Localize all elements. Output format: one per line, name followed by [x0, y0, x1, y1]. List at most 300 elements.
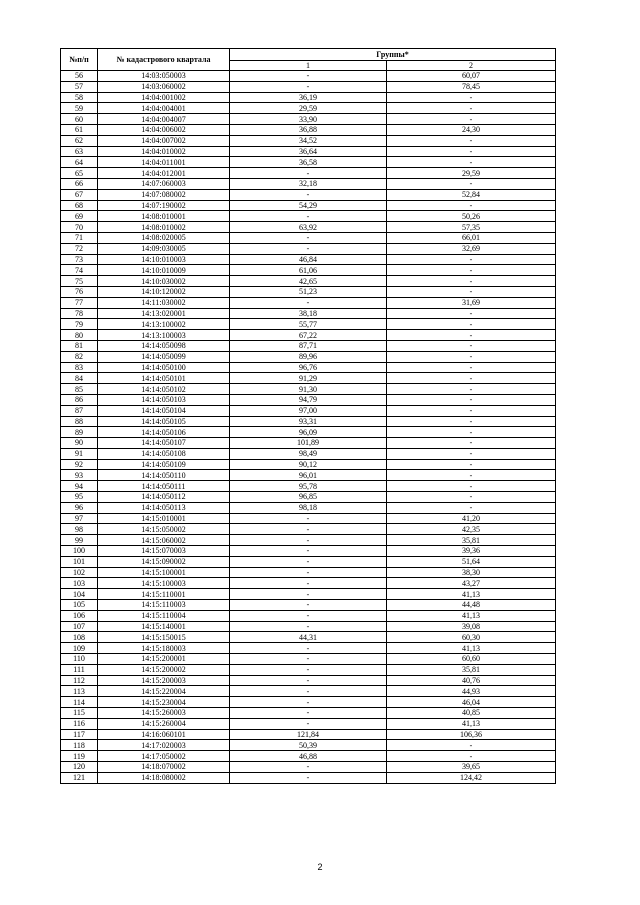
- group-2-value-cell: -: [387, 502, 556, 513]
- cadastral-number-cell: 14:15:070003: [98, 546, 230, 557]
- cadastral-number-cell: 14:04:010002: [98, 146, 230, 157]
- row-number-cell: 107: [61, 621, 98, 632]
- table-row: [61, 200, 556, 211]
- row-number-cell: 64: [61, 157, 98, 168]
- row-number-cell: 57: [61, 81, 98, 92]
- group-2-value-cell: -: [387, 265, 556, 276]
- group-1-value-cell: -: [230, 708, 387, 719]
- table-row: [61, 297, 556, 308]
- row-number-cell: 103: [61, 578, 98, 589]
- table-row: [61, 502, 556, 513]
- cadastral-number-cell: 14:04:006002: [98, 124, 230, 135]
- cadastral-number-cell: 14:03:050003: [98, 71, 230, 82]
- group-2-value-cell: 50,26: [387, 211, 556, 222]
- group-1-value-cell: -: [230, 578, 387, 589]
- table-row: [61, 675, 556, 686]
- row-number-cell: 69: [61, 211, 98, 222]
- table-row: [61, 351, 556, 362]
- group-2-value-cell: 41,13: [387, 589, 556, 600]
- row-number-cell: 84: [61, 373, 98, 384]
- cadastral-number-cell: 14:08:010002: [98, 222, 230, 233]
- table-row: [61, 567, 556, 578]
- row-number-cell: 85: [61, 384, 98, 395]
- group-1-value-cell: -: [230, 546, 387, 557]
- row-number-cell: 99: [61, 535, 98, 546]
- group-1-value-cell: 94,79: [230, 394, 387, 405]
- table-row: [61, 405, 556, 416]
- group-2-value-cell: 40,85: [387, 708, 556, 719]
- row-number-cell: 106: [61, 610, 98, 621]
- row-number-cell: 109: [61, 643, 98, 654]
- group-1-value-cell: 36,19: [230, 92, 387, 103]
- cadastral-number-cell: 14:13:100002: [98, 319, 230, 330]
- row-number-cell: 108: [61, 632, 98, 643]
- group-1-value-cell: 34,52: [230, 135, 387, 146]
- row-number-cell: 74: [61, 265, 98, 276]
- cadastral-number-cell: 14:14:050107: [98, 438, 230, 449]
- table-row: [61, 470, 556, 481]
- cadastral-number-cell: 14:14:050099: [98, 351, 230, 362]
- group-1-value-cell: -: [230, 718, 387, 729]
- group-2-value-cell: -: [387, 157, 556, 168]
- group-2-value-cell: 78,45: [387, 81, 556, 92]
- cadastral-number-cell: 14:11:030002: [98, 297, 230, 308]
- row-number-cell: 86: [61, 394, 98, 405]
- table-row: [61, 535, 556, 546]
- group-1-value-cell: -: [230, 686, 387, 697]
- group-2-value-cell: -: [387, 492, 556, 503]
- group-1-value-cell: 121,84: [230, 729, 387, 740]
- cadastral-number-cell: 14:17:020003: [98, 740, 230, 751]
- row-number-cell: 111: [61, 664, 98, 675]
- group-1-value-cell: -: [230, 211, 387, 222]
- row-number-cell: 58: [61, 92, 98, 103]
- row-number-cell: 98: [61, 524, 98, 535]
- table-row: [61, 427, 556, 438]
- table-row: [61, 157, 556, 168]
- group-2-value-cell: 44,93: [387, 686, 556, 697]
- group-2-value-cell: -: [387, 330, 556, 341]
- cadastral-number-cell: 14:14:050100: [98, 362, 230, 373]
- group-2-value-cell: 38,30: [387, 567, 556, 578]
- cadastral-number-cell: 14:15:050002: [98, 524, 230, 535]
- table-row: [61, 340, 556, 351]
- group-1-value-cell: -: [230, 654, 387, 665]
- cadastral-number-cell: 14:14:050113: [98, 502, 230, 513]
- cadastral-number-cell: 14:14:050109: [98, 459, 230, 470]
- table-row: [61, 697, 556, 708]
- header-groups: Группы*: [230, 49, 556, 61]
- group-1-value-cell: -: [230, 297, 387, 308]
- table-row: [61, 513, 556, 524]
- cadastral-number-cell: 14:04:012001: [98, 168, 230, 179]
- row-number-cell: 72: [61, 243, 98, 254]
- row-number-cell: 94: [61, 481, 98, 492]
- document-page: [60, 48, 555, 784]
- group-2-value-cell: 124,42: [387, 772, 556, 783]
- table-row: [61, 448, 556, 459]
- group-1-value-cell: 96,85: [230, 492, 387, 503]
- cadastral-number-cell: 14:04:011001: [98, 157, 230, 168]
- group-2-value-cell: 46,04: [387, 697, 556, 708]
- table-row: [61, 211, 556, 222]
- row-number-cell: 113: [61, 686, 98, 697]
- group-2-value-cell: 41,13: [387, 718, 556, 729]
- group-2-value-cell: -: [387, 92, 556, 103]
- group-1-value-cell: -: [230, 664, 387, 675]
- group-2-value-cell: 41,20: [387, 513, 556, 524]
- group-1-value-cell: 90,12: [230, 459, 387, 470]
- group-2-value-cell: -: [387, 319, 556, 330]
- group-2-value-cell: 66,01: [387, 232, 556, 243]
- group-1-value-cell: -: [230, 697, 387, 708]
- group-2-value-cell: -: [387, 178, 556, 189]
- cadastral-number-cell: 14:14:050108: [98, 448, 230, 459]
- cadastral-number-cell: 14:14:050112: [98, 492, 230, 503]
- table-row: [61, 135, 556, 146]
- row-number-cell: 95: [61, 492, 98, 503]
- table-row: [61, 362, 556, 373]
- group-2-value-cell: 60,60: [387, 654, 556, 665]
- cadastral-number-cell: 14:10:010009: [98, 265, 230, 276]
- header-group-2: 2: [387, 61, 556, 71]
- table-row: [61, 71, 556, 82]
- cadastral-number-cell: 14:13:020001: [98, 308, 230, 319]
- table-row: [61, 762, 556, 773]
- table-row: [61, 729, 556, 740]
- header-group-1: 1: [230, 61, 387, 71]
- group-1-value-cell: 96,01: [230, 470, 387, 481]
- table-row: [61, 168, 556, 179]
- group-1-value-cell: -: [230, 556, 387, 567]
- group-2-value-cell: 44,48: [387, 600, 556, 611]
- cadastral-number-cell: 14:07:190002: [98, 200, 230, 211]
- group-2-value-cell: -: [387, 146, 556, 157]
- table-row: [61, 92, 556, 103]
- group-1-value-cell: 54,29: [230, 200, 387, 211]
- cadastral-number-cell: 14:14:050110: [98, 470, 230, 481]
- table-row: [61, 621, 556, 632]
- cadastral-number-cell: 14:07:080002: [98, 189, 230, 200]
- group-1-value-cell: 91,29: [230, 373, 387, 384]
- table-row: [61, 524, 556, 535]
- group-2-value-cell: -: [387, 438, 556, 449]
- cadastral-number-cell: 14:15:220004: [98, 686, 230, 697]
- table-row: [61, 708, 556, 719]
- group-2-value-cell: 41,13: [387, 643, 556, 654]
- cadastral-number-cell: 14:14:050106: [98, 427, 230, 438]
- group-1-value-cell: 33,90: [230, 114, 387, 125]
- row-number-cell: 77: [61, 297, 98, 308]
- group-1-value-cell: 55,77: [230, 319, 387, 330]
- row-number-cell: 61: [61, 124, 98, 135]
- row-number-cell: 100: [61, 546, 98, 557]
- table-row: [61, 124, 556, 135]
- cadastral-number-cell: 14:18:070002: [98, 762, 230, 773]
- group-2-value-cell: 40,76: [387, 675, 556, 686]
- cadastral-number-cell: 14:03:060002: [98, 81, 230, 92]
- table-row: [61, 254, 556, 265]
- group-2-value-cell: 24,30: [387, 124, 556, 135]
- group-2-value-cell: 106,36: [387, 729, 556, 740]
- cadastral-number-cell: 14:08:020005: [98, 232, 230, 243]
- cadastral-number-cell: 14:15:100003: [98, 578, 230, 589]
- group-2-value-cell: -: [387, 416, 556, 427]
- group-2-value-cell: -: [387, 751, 556, 762]
- table-body: [61, 71, 556, 784]
- group-2-value-cell: -: [387, 384, 556, 395]
- group-2-value-cell: -: [387, 308, 556, 319]
- row-number-cell: 104: [61, 589, 98, 600]
- group-2-value-cell: 42,35: [387, 524, 556, 535]
- table-row: [61, 178, 556, 189]
- group-1-value-cell: -: [230, 243, 387, 254]
- row-number-cell: 121: [61, 772, 98, 783]
- row-number-cell: 67: [61, 189, 98, 200]
- cadastral-number-cell: 14:15:110004: [98, 610, 230, 621]
- row-number-cell: 92: [61, 459, 98, 470]
- group-2-value-cell: 35,81: [387, 535, 556, 546]
- cadastral-number-cell: 14:07:060003: [98, 178, 230, 189]
- row-number-cell: 70: [61, 222, 98, 233]
- row-number-cell: 117: [61, 729, 98, 740]
- row-number-cell: 91: [61, 448, 98, 459]
- cadastral-number-cell: 14:15:260004: [98, 718, 230, 729]
- group-1-value-cell: -: [230, 189, 387, 200]
- row-number-cell: 83: [61, 362, 98, 373]
- table-row: [61, 438, 556, 449]
- cadastral-number-cell: 14:18:080002: [98, 772, 230, 783]
- row-number-cell: 120: [61, 762, 98, 773]
- group-2-value-cell: -: [387, 362, 556, 373]
- table-row: [61, 556, 556, 567]
- cadastral-number-cell: 14:04:004001: [98, 103, 230, 114]
- group-1-value-cell: 67,22: [230, 330, 387, 341]
- table-row: [61, 394, 556, 405]
- group-2-value-cell: 35,81: [387, 664, 556, 675]
- row-number-cell: 97: [61, 513, 98, 524]
- group-1-value-cell: -: [230, 600, 387, 611]
- cadastral-number-cell: 14:15:230004: [98, 697, 230, 708]
- row-number-cell: 66: [61, 178, 98, 189]
- cadastral-number-cell: 14:15:150015: [98, 632, 230, 643]
- table-row: [61, 232, 556, 243]
- table-row: [61, 384, 556, 395]
- group-1-value-cell: 61,06: [230, 265, 387, 276]
- cadastral-number-cell: 14:15:200001: [98, 654, 230, 665]
- row-number-cell: 112: [61, 675, 98, 686]
- group-1-value-cell: -: [230, 81, 387, 92]
- row-number-cell: 105: [61, 600, 98, 611]
- table-row: [61, 718, 556, 729]
- cadastral-number-cell: 14:14:050102: [98, 384, 230, 395]
- cadastral-number-cell: 14:14:050098: [98, 340, 230, 351]
- table-row: [61, 686, 556, 697]
- row-number-cell: 68: [61, 200, 98, 211]
- group-2-value-cell: 51,64: [387, 556, 556, 567]
- group-1-value-cell: 87,71: [230, 340, 387, 351]
- group-2-value-cell: -: [387, 459, 556, 470]
- group-1-value-cell: 51,23: [230, 286, 387, 297]
- page-number: 2: [317, 862, 323, 872]
- group-2-value-cell: 57,35: [387, 222, 556, 233]
- table-row: [61, 772, 556, 783]
- group-2-value-cell: -: [387, 200, 556, 211]
- cadastral-number-cell: 14:15:200003: [98, 675, 230, 686]
- group-1-value-cell: -: [230, 589, 387, 600]
- group-1-value-cell: 42,65: [230, 276, 387, 287]
- table-header: [61, 49, 556, 71]
- cadastral-number-cell: 14:04:001002: [98, 92, 230, 103]
- group-1-value-cell: -: [230, 71, 387, 82]
- row-number-cell: 96: [61, 502, 98, 513]
- group-1-value-cell: -: [230, 762, 387, 773]
- group-2-value-cell: -: [387, 286, 556, 297]
- row-number-cell: 65: [61, 168, 98, 179]
- row-number-cell: 87: [61, 405, 98, 416]
- row-number-cell: 78: [61, 308, 98, 319]
- row-number-cell: 63: [61, 146, 98, 157]
- group-1-value-cell: 97,00: [230, 405, 387, 416]
- cadastral-number-cell: 14:13:100003: [98, 330, 230, 341]
- table-row: [61, 103, 556, 114]
- table-row: [61, 546, 556, 557]
- row-number-cell: 80: [61, 330, 98, 341]
- table-row: [61, 146, 556, 157]
- group-2-value-cell: -: [387, 114, 556, 125]
- row-number-cell: 93: [61, 470, 98, 481]
- cadastral-number-cell: 14:09:030005: [98, 243, 230, 254]
- group-2-value-cell: -: [387, 103, 556, 114]
- group-1-value-cell: -: [230, 621, 387, 632]
- group-2-value-cell: -: [387, 351, 556, 362]
- cadastral-number-cell: 14:04:004007: [98, 114, 230, 125]
- table-row: [61, 589, 556, 600]
- row-number-cell: 73: [61, 254, 98, 265]
- row-number-cell: 82: [61, 351, 98, 362]
- table-row: [61, 632, 556, 643]
- group-2-value-cell: 39,36: [387, 546, 556, 557]
- group-1-value-cell: -: [230, 772, 387, 783]
- table-row: [61, 308, 556, 319]
- table-row: [61, 492, 556, 503]
- group-2-value-cell: 41,13: [387, 610, 556, 621]
- cadastral-number-cell: 14:15:010001: [98, 513, 230, 524]
- row-number-cell: 119: [61, 751, 98, 762]
- group-2-value-cell: 52,84: [387, 189, 556, 200]
- table-row: [61, 265, 556, 276]
- group-2-value-cell: -: [387, 405, 556, 416]
- table-row: [61, 610, 556, 621]
- table-row: [61, 222, 556, 233]
- group-2-value-cell: 32,69: [387, 243, 556, 254]
- group-1-value-cell: 46,88: [230, 751, 387, 762]
- cadastral-number-cell: 14:15:100001: [98, 567, 230, 578]
- group-2-value-cell: -: [387, 427, 556, 438]
- table-row: [61, 114, 556, 125]
- row-number-cell: 79: [61, 319, 98, 330]
- group-1-value-cell: 29,59: [230, 103, 387, 114]
- row-number-cell: 90: [61, 438, 98, 449]
- table-row: [61, 459, 556, 470]
- row-number-cell: 110: [61, 654, 98, 665]
- group-1-value-cell: 36,88: [230, 124, 387, 135]
- group-1-value-cell: -: [230, 168, 387, 179]
- group-2-value-cell: -: [387, 481, 556, 492]
- row-number-cell: 76: [61, 286, 98, 297]
- row-number-cell: 88: [61, 416, 98, 427]
- group-2-value-cell: -: [387, 470, 556, 481]
- cadastral-number-cell: 14:15:110001: [98, 589, 230, 600]
- group-2-value-cell: 60,30: [387, 632, 556, 643]
- cadastral-number-cell: 14:10:030002: [98, 276, 230, 287]
- group-1-value-cell: -: [230, 643, 387, 654]
- group-2-value-cell: -: [387, 448, 556, 459]
- cadastral-number-cell: 14:15:140001: [98, 621, 230, 632]
- table-row: [61, 654, 556, 665]
- group-1-value-cell: 38,18: [230, 308, 387, 319]
- cadastral-number-cell: 14:14:050105: [98, 416, 230, 427]
- group-1-value-cell: 101,89: [230, 438, 387, 449]
- table-row: [61, 330, 556, 341]
- group-2-value-cell: -: [387, 740, 556, 751]
- header-row-number: №п/п: [61, 49, 98, 71]
- group-1-value-cell: 98,18: [230, 502, 387, 513]
- row-number-cell: 75: [61, 276, 98, 287]
- group-1-value-cell: -: [230, 610, 387, 621]
- row-number-cell: 102: [61, 567, 98, 578]
- table-row: [61, 664, 556, 675]
- group-2-value-cell: -: [387, 340, 556, 351]
- group-1-value-cell: 89,96: [230, 351, 387, 362]
- table-row: [61, 416, 556, 427]
- row-number-cell: 81: [61, 340, 98, 351]
- group-2-value-cell: 60,07: [387, 71, 556, 82]
- cadastral-number-cell: 14:16:060101: [98, 729, 230, 740]
- group-2-value-cell: -: [387, 394, 556, 405]
- group-1-value-cell: 44,31: [230, 632, 387, 643]
- group-1-value-cell: -: [230, 535, 387, 546]
- group-1-value-cell: 95,78: [230, 481, 387, 492]
- header-cadastral-quarter: № кадастрового квартала: [98, 49, 230, 71]
- cadastral-number-cell: 14:17:050002: [98, 751, 230, 762]
- cadastral-number-cell: 14:14:050111: [98, 481, 230, 492]
- cadastral-number-cell: 14:10:120002: [98, 286, 230, 297]
- table-row: [61, 600, 556, 611]
- group-2-value-cell: 29,59: [387, 168, 556, 179]
- table-row: [61, 276, 556, 287]
- group-2-value-cell: 39,08: [387, 621, 556, 632]
- group-2-value-cell: 31,69: [387, 297, 556, 308]
- row-number-cell: 115: [61, 708, 98, 719]
- cadastral-number-cell: 14:15:090002: [98, 556, 230, 567]
- row-number-cell: 56: [61, 71, 98, 82]
- table-row: [61, 319, 556, 330]
- row-number-cell: 114: [61, 697, 98, 708]
- group-1-value-cell: 91,30: [230, 384, 387, 395]
- table-row: [61, 189, 556, 200]
- cadastral-number-cell: 14:15:060002: [98, 535, 230, 546]
- group-2-value-cell: 39,65: [387, 762, 556, 773]
- group-1-value-cell: 63,92: [230, 222, 387, 233]
- group-2-value-cell: 43,27: [387, 578, 556, 589]
- group-2-value-cell: -: [387, 254, 556, 265]
- table-row: [61, 578, 556, 589]
- group-1-value-cell: -: [230, 513, 387, 524]
- cadastral-number-cell: 14:14:050104: [98, 405, 230, 416]
- cadastral-number-cell: 14:15:200002: [98, 664, 230, 675]
- cadastral-number-cell: 14:08:010001: [98, 211, 230, 222]
